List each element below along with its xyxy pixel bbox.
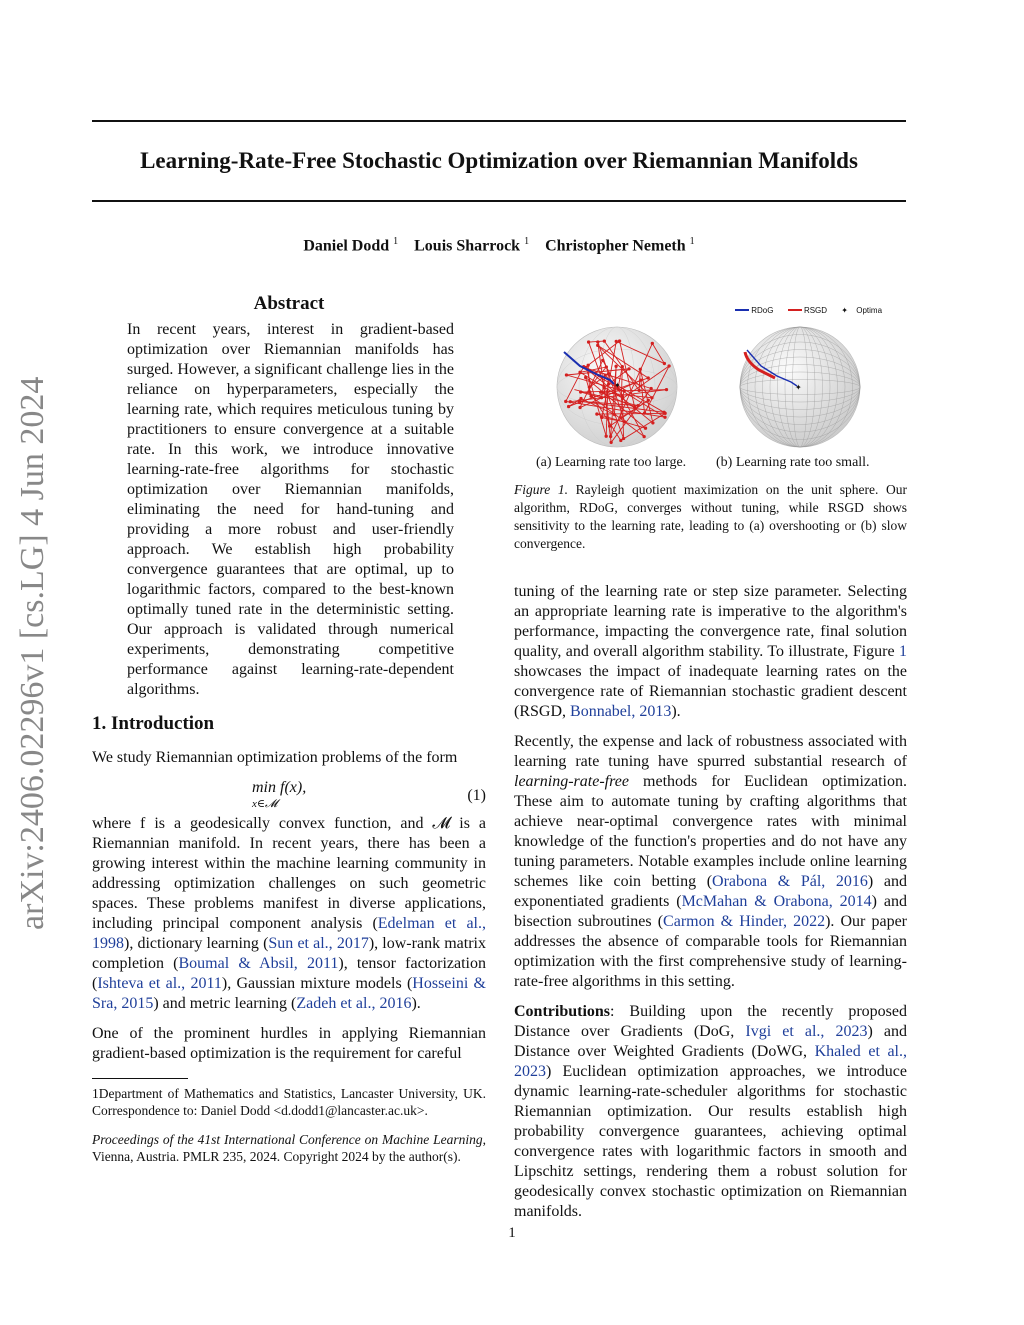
text-run: ), tensor factorization ( xyxy=(92,955,486,992)
text-run: methods for Euclidean optimization. These aim to automate tuning by crafting algorithms that achieve near-optimal convergence rates with minimal knowledge of the function's properties and do not have any tuning parameters. Notable examples include online learning schemes like coin betting ( xyxy=(514,773,907,890)
equation-body: min f(x), xyxy=(252,779,307,796)
author-affiliation: 1 xyxy=(393,236,399,247)
paragraph xyxy=(514,1002,907,1222)
figure-legend xyxy=(735,306,894,315)
figure-ref-link[interactable]: 1 xyxy=(899,643,907,660)
star-icon: ✦ xyxy=(841,306,848,315)
text-run: showcases the impact of inadequate learning rates on the convergence rate of Riemannian stochastic gradient descent (RSGD, xyxy=(514,663,907,720)
paragraph: One of the prominent hurdles in applying Riemannian gradient-based optimization is the requirement for careful xyxy=(92,1025,486,1062)
paragraph xyxy=(92,814,486,1014)
equation-subscript: x∈𝓜 xyxy=(252,798,278,810)
text-run: tuning of the learning rate or step size parameter. Selecting an appropriate learning rate is imperative to the algorithm's performance, impacting the convergence rate, final solution quality, and overall algorithm stability. To illustrate, Figure xyxy=(514,583,907,660)
citation-link[interactable]: Orabona & Pál, 2016 xyxy=(712,873,868,890)
citation-link[interactable]: McMahan & Orabona, 2014 xyxy=(681,893,872,910)
text-run: ), Gaussian mixture models ( xyxy=(221,975,413,992)
footnote-proceedings xyxy=(92,1131,486,1165)
text-run: , Vienna, Austria. PMLR 235, 2024. Copyright 2024 by the author(s). xyxy=(92,1132,486,1164)
author-affiliation: 1 xyxy=(689,236,695,247)
title-rule-bottom xyxy=(92,200,906,202)
equation-number: (1) xyxy=(467,787,486,804)
text-run: Contributions xyxy=(514,1003,611,1020)
citation-link[interactable]: Hosseini & Sra, 2015 xyxy=(92,975,487,1012)
text-run: where f is a geodesically convex function, and 𝓜 is a Riemannian manifold. In recent years, there has been a growing interest within the machine learning community in addressing optimization challenges on such geometric spaces. These problems manifest in diverse applications, including principal component analysis ( xyxy=(92,815,486,932)
citation-link[interactable]: Boumal & Absil, 2011 xyxy=(178,955,339,972)
citation-link[interactable]: Edelman et al., 1998 xyxy=(92,915,486,952)
text-run: ) and Distance over Weighted Gradients (DoWG, xyxy=(514,1023,907,1060)
subcaption-a: (a) Learning rate too large. xyxy=(536,455,687,470)
text-run: ), low-rank matrix completion ( xyxy=(92,935,486,972)
section-heading: 1. Introduction xyxy=(92,713,215,734)
citation-link[interactable]: Ishteva et al., 2011 xyxy=(97,975,222,992)
footnote-affiliation: 1Department of Mathematics and Statistics, Lancaster University, UK. Correspondence to: Daniel Dodd <d.dodd1@lancaster.ac.uk>. xyxy=(92,1086,486,1118)
text-run: ). xyxy=(671,703,681,720)
author-affiliation: 1 xyxy=(524,236,530,247)
sphere-plot-large-lr xyxy=(552,322,682,452)
citation-link[interactable]: Carmon & Hinder, 2022 xyxy=(663,913,826,930)
citation-link[interactable]: Zadeh et al., 2016 xyxy=(296,995,412,1012)
footnotes xyxy=(92,1078,486,1165)
subcaption-b: (b) Learning rate too small. xyxy=(716,455,870,470)
author-name: Louis Sharrock xyxy=(414,237,521,255)
page-number: 1 xyxy=(508,1225,516,1241)
footnote-rule xyxy=(92,1078,188,1079)
caption-label: Figure 1. xyxy=(514,482,569,497)
caption-text: Rayleigh quotient maximization on the unit sphere. Our algorithm, RDoG, converges without tuning, while RSGD shows sensitivity to the learning rate, leading to (a) overshooting or (b) slow convergence. xyxy=(514,482,907,551)
author-list xyxy=(92,236,906,255)
text-run: ). Our paper addresses the absence of comparable tools for Riemannian optimization with the first comprehensive study of learning-rate-free algorithms in this setting. xyxy=(514,913,908,990)
optimum-marker: ✦ xyxy=(795,383,802,392)
figure-caption xyxy=(514,481,907,553)
legend-label: RDoG xyxy=(751,306,774,315)
text-run: ) Euclidean optimization approaches, we introduce dynamic learning-rate-scheduler algorithms for stochastic Riemannian optimization. Our results establish high probability convergence guarantees, achieving optimal convergence rates with logarithmic factors in smooth and Lipschitz settings, rendering them a robust solution for geodesically convex stochastic optimization on Riemannian manifolds. xyxy=(514,1063,907,1220)
text-run: ) and bisection subroutines ( xyxy=(514,893,907,930)
text-run: Recently, the expense and lack of robustness associated with learning rate tuning have spurred substantial research of xyxy=(514,733,907,770)
sphere-plot-small-lr xyxy=(735,322,865,452)
text-run: ). xyxy=(411,995,421,1012)
citation-link[interactable]: Ivgi et al., 2023 xyxy=(745,1023,868,1040)
rsgd-line-icon xyxy=(788,307,802,313)
citation-link[interactable]: Khaled et al., 2023 xyxy=(514,1043,907,1080)
proceedings-venue: Proceedings of the 41st International Conference on Machine Learning xyxy=(92,1132,483,1147)
equation-1 xyxy=(92,778,486,814)
introduction-section xyxy=(92,714,486,1074)
abstract-heading: Abstract xyxy=(253,293,325,314)
legend-label: Optima xyxy=(856,306,883,315)
rdog-line-icon xyxy=(735,307,749,313)
optimum-marker: ✦ xyxy=(614,381,621,390)
right-column-text xyxy=(514,582,907,1232)
legend-label: RSGD xyxy=(803,306,828,315)
paper-title: Learning-Rate-Free Stochastic Optimization over Riemannian Manifolds xyxy=(140,148,858,173)
paragraph xyxy=(514,732,907,992)
author-name: Christopher Nemeth xyxy=(545,237,686,255)
title-rule-top xyxy=(92,120,906,122)
abstract-text: In recent years, interest in gradient-based optimization over Riemannian manifolds has surged. However, a significant challenge lies in the reliance on hyperparameters, especially the learning rate, which requires meticulous tuning by practitioners to ensure convergence at a suitable rate. In this work, we introduce innovative learning-rate-free algorithms for stochastic optimization over Riemannian manifolds, eliminating the need for hand-tuning and providing a more robust and user-friendly approach. We establish high probability convergence guarantees that are optimal, up to logarithmic factors, compared to the best-known optimally tuned rate in the deterministic setting. Our approach is validated through numerical experiments, demonstrating competitive performance against learning-rate-dependent algorithms. xyxy=(127,321,454,698)
paragraph: We study Riemannian optimization problems of the form xyxy=(92,749,458,766)
text-run: ), dictionary learning ( xyxy=(124,935,269,952)
text-run: learning-rate-free xyxy=(514,773,629,790)
author-name: Daniel Dodd xyxy=(303,237,390,255)
citation-link[interactable]: Sun et al., 2017 xyxy=(268,935,369,952)
text-run: ) and metric learning ( xyxy=(153,995,297,1012)
text-run: ) and exponentiated gradients ( xyxy=(514,873,907,910)
arxiv-stamp: arXiv:2406.02296v1 [cs.LG] 4 Jun 2024 xyxy=(14,376,51,930)
citation-link[interactable]: Bonnabel, 2013 xyxy=(570,703,672,720)
paragraph xyxy=(514,582,907,722)
text-run: : Building upon the recently proposed Distance over Gradients (DoG, xyxy=(514,1003,907,1040)
